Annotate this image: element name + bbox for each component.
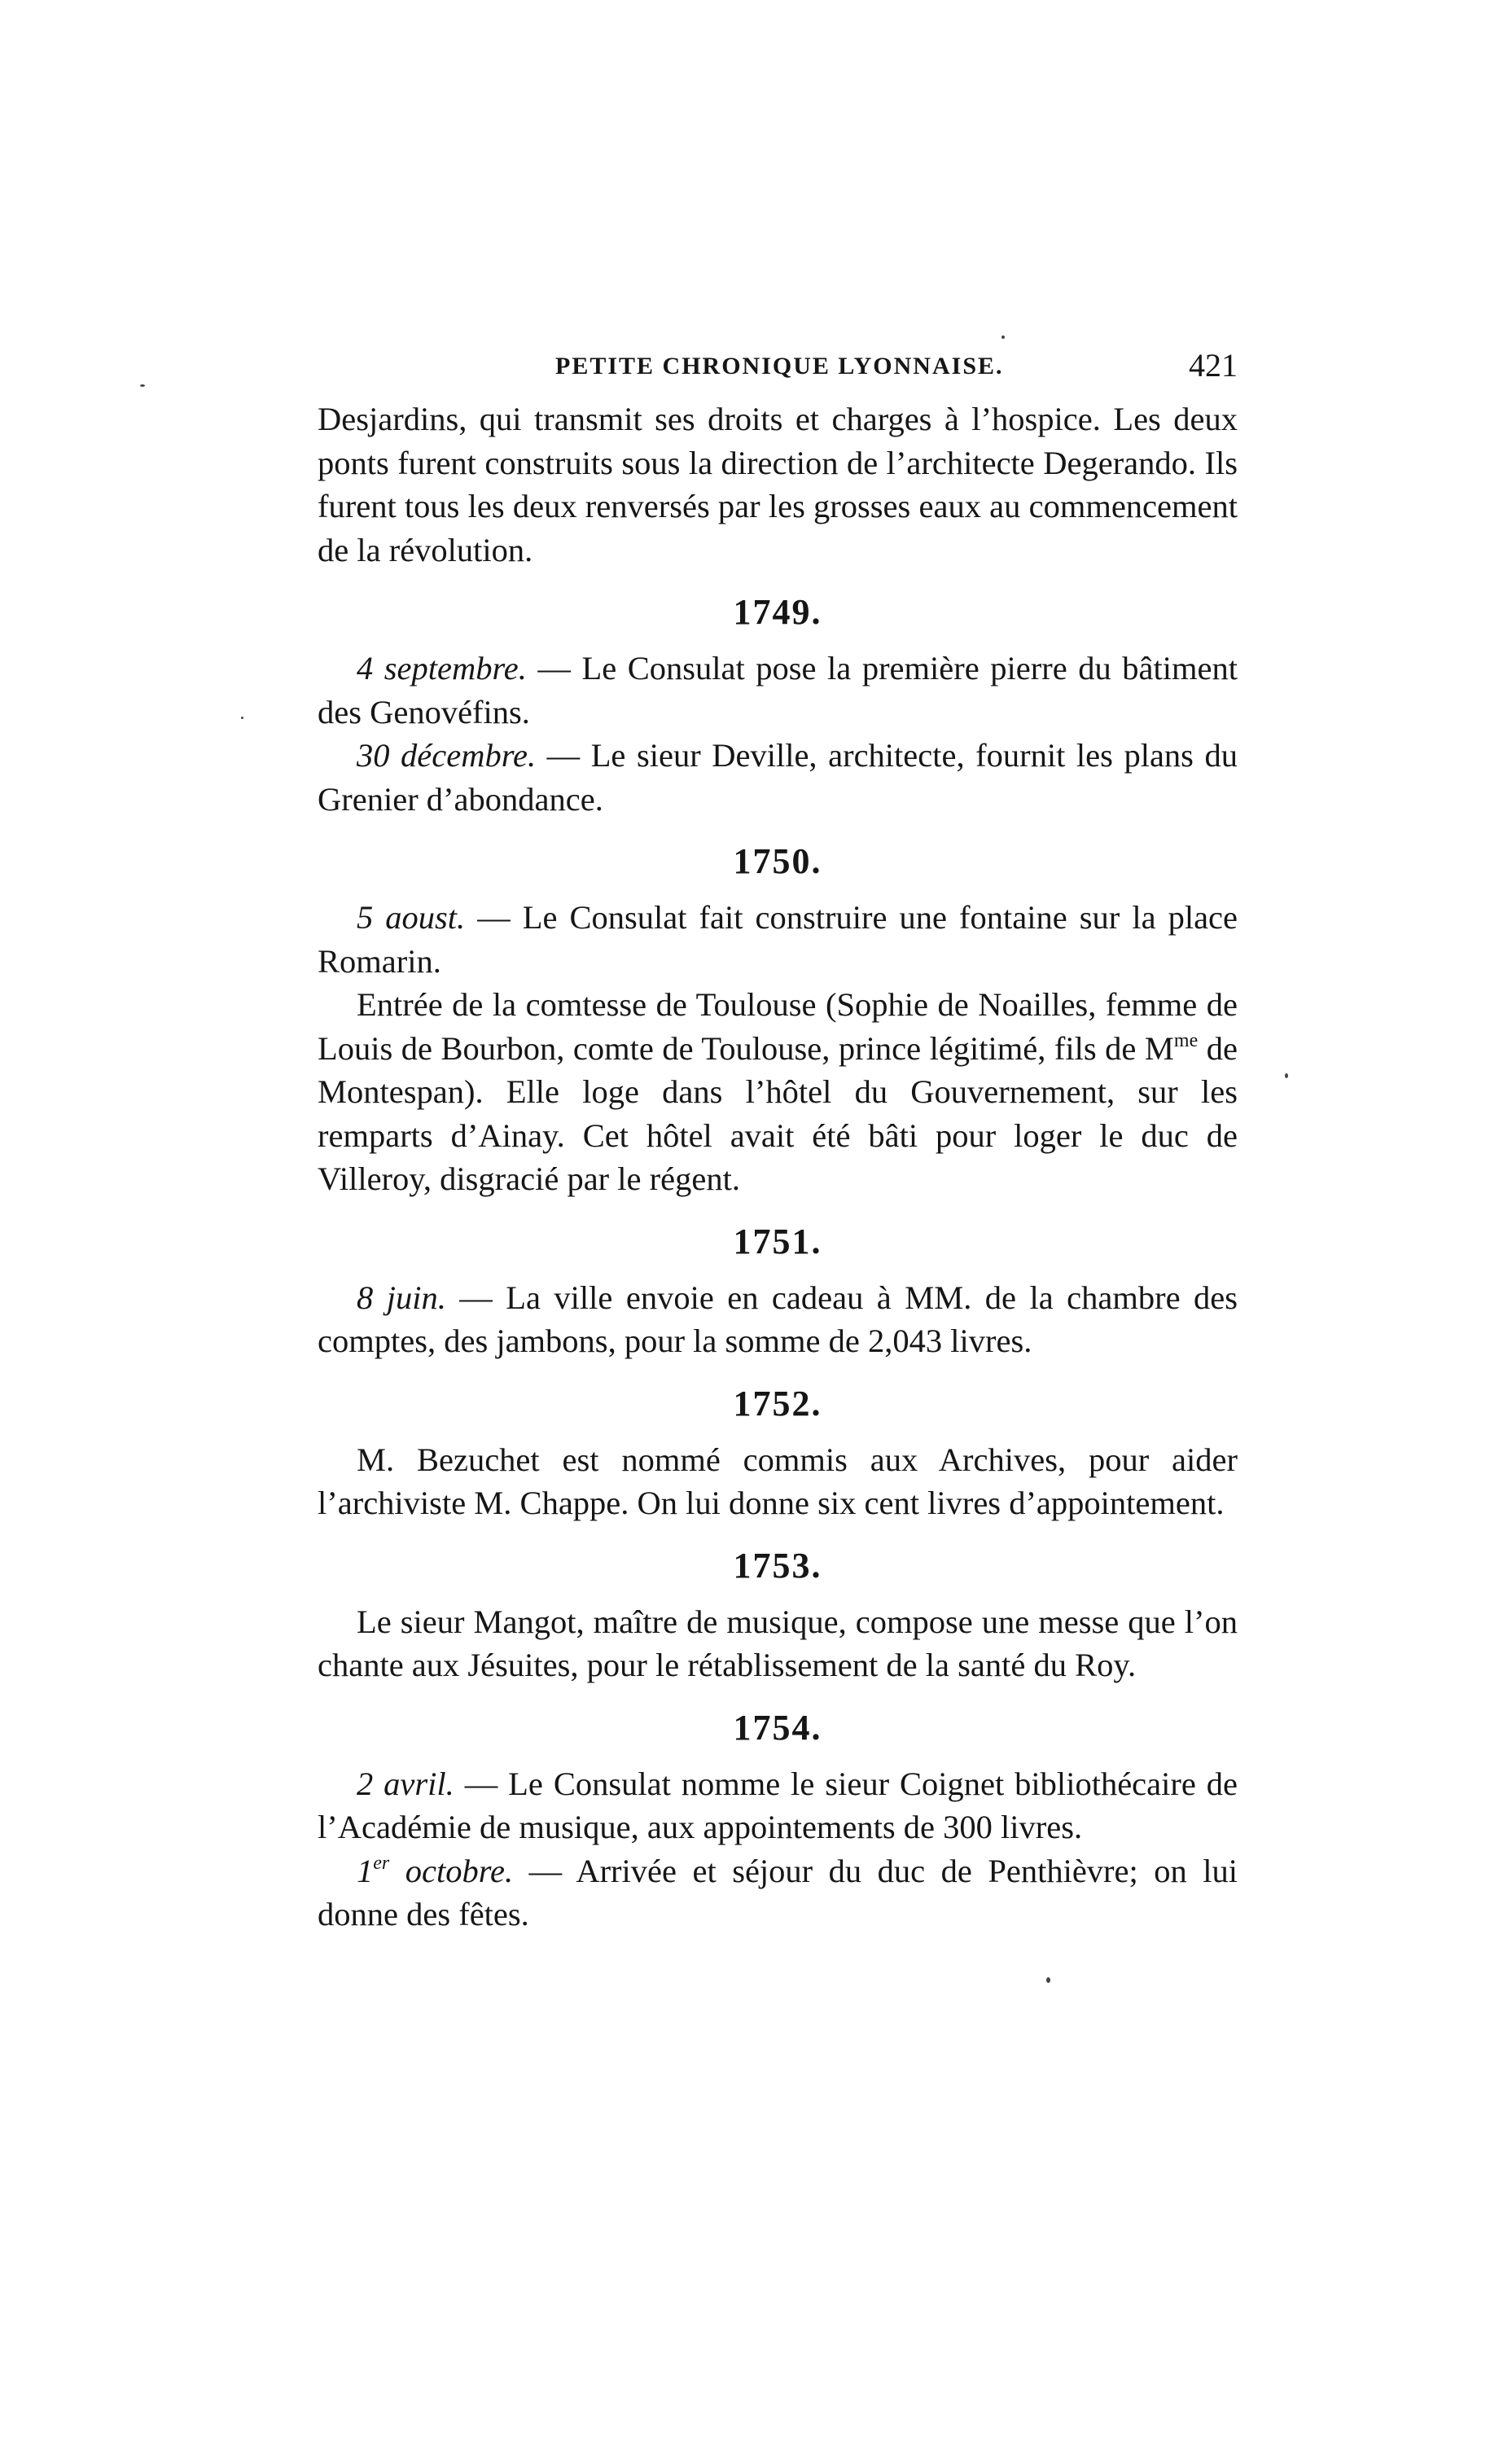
date-word: octobre. (389, 1852, 514, 1889)
year-heading: 1750. (733, 841, 822, 881)
entry-date: 30 décembre. (357, 737, 537, 774)
year-heading: 1752. (733, 1383, 822, 1423)
chronicle-entry (318, 734, 1238, 821)
entry-date (357, 1853, 513, 1889)
year-heading: 1754. (733, 1707, 822, 1748)
entry-text: — Le sieur Deville, architecte, fournit les plans du Grenier d’abondance. (318, 737, 1238, 818)
chronicle-entry (318, 983, 1238, 1201)
entry-date: 2 avril. (357, 1765, 454, 1802)
intro-paragraph: Desjardins, qui transmit ses droits et charges à l’hospice. Les deux ponts furent construits sous la direction de l’architecte Degerando. Ils furent tous les deux renversés par les grosses eaux au commencement de la révolution. (318, 401, 1238, 568)
superscript: er (373, 1852, 390, 1874)
entry-date: 5 aoust. (357, 899, 466, 936)
chronicle-entry (318, 647, 1238, 734)
chronicle-entry (318, 896, 1238, 983)
year-heading: 1753. (733, 1545, 822, 1586)
running-head (318, 346, 1238, 395)
scan-speck (1001, 336, 1005, 339)
entry-text: M. Bezuchet est nommé commis aux Archives, pour aider l’archiviste M. Chappe. On lui donne six cent livres d’appointement. (318, 1441, 1238, 1521)
entry-date: 8 juin. (357, 1279, 446, 1316)
entry-text: — La ville envoie en cadeau à MM. de la chambre des comptes, des jambons, pour la somme de 2,043 livres. (318, 1279, 1238, 1359)
entry-text: Entrée de la comtesse de Toulouse (Sophie de Noailles, femme de Louis de Bourbon, comte de Toulouse, prince légitimé, fils de M (318, 986, 1238, 1067)
entry-text: — Le Consulat fait construire une fontaine sur la place Romarin. (318, 899, 1238, 980)
entry-date: 4 septembre. (357, 650, 527, 686)
running-title: PETITE CHRONIQUE LYONNAISE. (555, 353, 1004, 379)
superscript: me (1173, 1029, 1199, 1051)
chronicle-entry (318, 1600, 1238, 1687)
year-heading: 1751. (733, 1221, 822, 1261)
scan-speck (1046, 1977, 1050, 1983)
scan-speck (241, 717, 243, 719)
chronicle-entry (318, 1276, 1238, 1363)
chronicle-entry (318, 1849, 1238, 1937)
page-body (318, 397, 1238, 1937)
entry-text: Le sieur Mangot, maître de musique, compose une messe que l’on chante aux Jésuites, pour le rétablissement de la santé du Roy. (318, 1603, 1238, 1683)
entry-text: — Le Consulat pose la première pierre du bâtiment des Genovéfins. (318, 650, 1238, 730)
entry-text: — Le Consulat nomme le sieur Coignet bibliothécaire de l’Académie de musique, aux appointements de 300 livres. (318, 1765, 1238, 1845)
date-number: 1 (357, 1852, 374, 1889)
chronicle-entry (318, 1438, 1238, 1525)
scan-speck (140, 384, 145, 387)
entry-text: — Arrivée et séjour du duc de Penthièvre; on lui donne des fêtes. (318, 1852, 1238, 1932)
chronicle-entry (318, 1762, 1238, 1849)
page-number: 421 (1189, 347, 1238, 384)
scan-speck (1285, 1073, 1288, 1078)
year-heading: 1749. (733, 592, 822, 632)
entry-text: de Montespan). Elle loge dans l’hôtel du Gouvernement, sur les remparts d’Ainay. Cet hôtel avait été bâti pour loger le duc de Villeroy, disgracié par le régent. (318, 1029, 1238, 1197)
